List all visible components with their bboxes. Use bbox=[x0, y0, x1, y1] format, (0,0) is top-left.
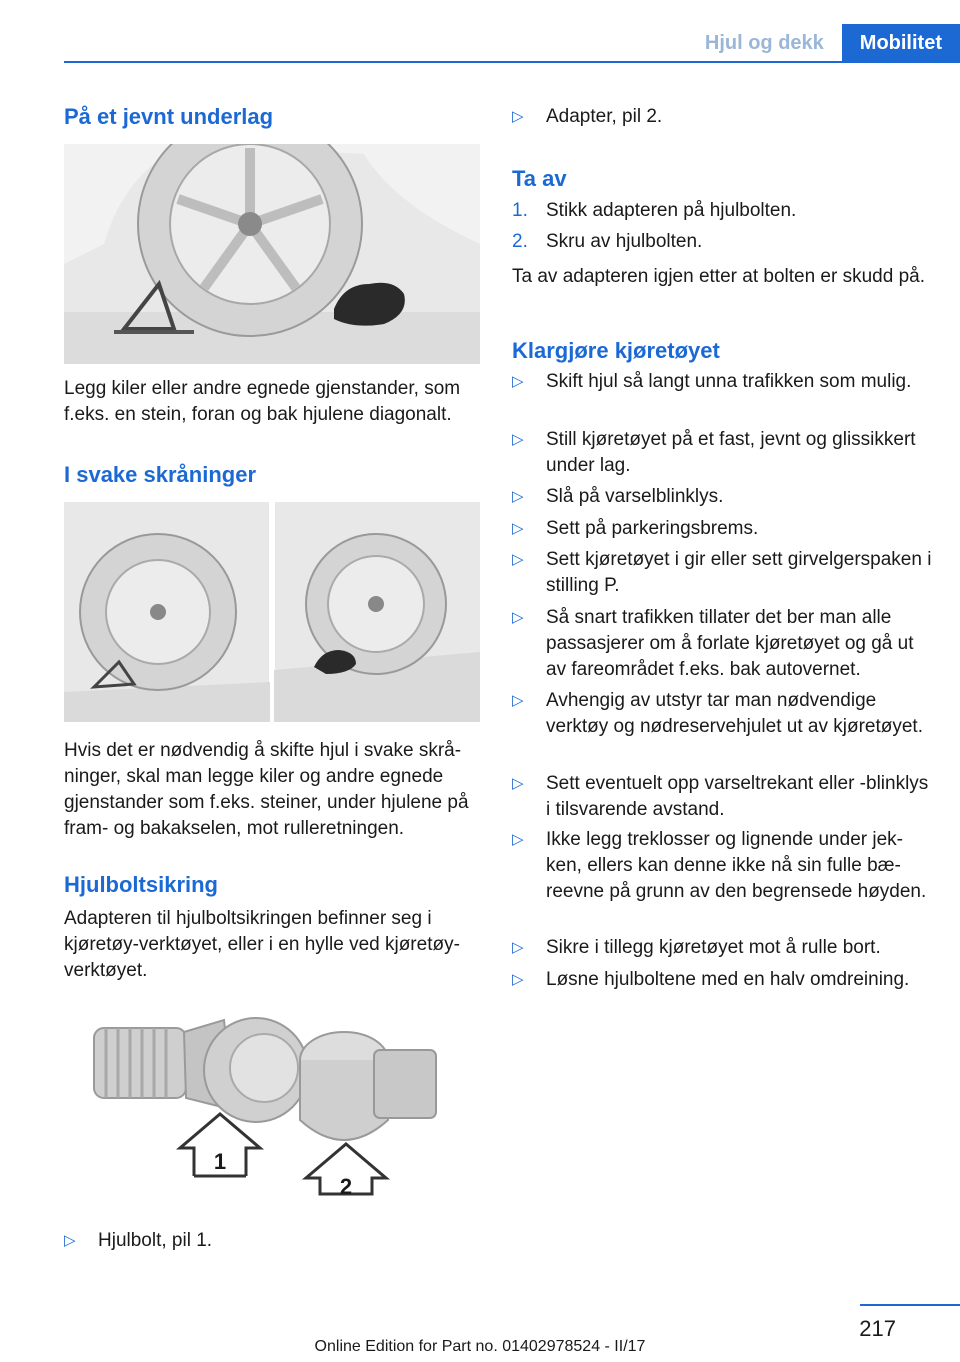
bullet-marker-icon: ▷ bbox=[512, 939, 524, 956]
page-number: 217 bbox=[859, 1316, 896, 1341]
heading-flat-ground: På et jevnt underlag bbox=[64, 104, 274, 129]
bullet-marker-icon: ▷ bbox=[512, 520, 524, 537]
heading-wheel-lock: Hjulboltsikring bbox=[64, 872, 218, 897]
step-1: 1. Stikk adapteren på hjulbolten. bbox=[512, 200, 797, 221]
bullet-marker-icon: ▷ bbox=[512, 831, 524, 848]
bullet-marker-icon: ▷ bbox=[512, 488, 524, 505]
bullet-wheel-bolt: ▷ Hjulbolt, pil 1. bbox=[64, 1228, 480, 1254]
header-rule bbox=[64, 61, 960, 63]
paragraph-remove-adapter: Ta av adapteren igjen etter at bolten er skudd på. bbox=[512, 266, 925, 287]
heading-prepare-vehicle: Klargjøre kjøretøyet bbox=[512, 338, 720, 363]
paragraph-slopes: Hvis det er nødvendig å skifte hjul i svake skråninger, skal man legge kiler og andre egnede gjenstander som f.eks. steiner, under hjulene på fram- og bakakselen, mot rulleretningen. bbox=[64, 740, 469, 839]
edition-footer: Online Edition for Part no. 01402978524 - II/17 bbox=[314, 1338, 646, 1355]
bullet-marker-icon: ▷ bbox=[512, 609, 524, 626]
illustration-slopes bbox=[64, 502, 480, 722]
heading-slopes: I svake skråninger bbox=[64, 462, 257, 487]
illustration-flat-ground bbox=[64, 144, 480, 364]
bullet-marker-icon: ▷ bbox=[512, 551, 524, 568]
adapter-label-2: 2 bbox=[339, 1174, 353, 1199]
bullet-marker-icon: ▷ bbox=[512, 373, 524, 390]
bullet-marker-icon: ▷ bbox=[64, 1232, 76, 1249]
paragraph-flat-ground: Legg kiler eller andre egnede gjenstander, som f.eks. en stein, foran og bak hjulene diagonalt. bbox=[64, 378, 461, 425]
bullet-marker-icon: ▷ bbox=[512, 692, 524, 709]
bullet-marker-icon: ▷ bbox=[512, 971, 524, 988]
bullet-adapter: ▷ Adapter, pil 2. bbox=[512, 104, 932, 130]
section-tab[interactable]: Hjul og dekk bbox=[687, 24, 842, 62]
bolt-label-1: 1 bbox=[213, 1149, 227, 1174]
bullet-marker-icon: ▷ bbox=[512, 775, 524, 792]
bullet-marker-icon: ▷ bbox=[512, 108, 524, 125]
footer-rule bbox=[860, 1304, 960, 1306]
paragraph-wheel-lock: Adapteren til hjulboltsikringen befinner seg i kjøretøy-verktøyet, eller i en hylle ved kjøretøyverktøyet. bbox=[64, 908, 460, 981]
bullet-marker-icon: ▷ bbox=[512, 431, 524, 448]
illustration-wheel-bolt-adapter bbox=[84, 1010, 464, 1206]
chapter-tab[interactable]: Mobilitet bbox=[842, 24, 960, 62]
step-2: 2. Skru av hjulbolten. bbox=[512, 231, 703, 252]
heading-take-off: Ta av bbox=[512, 166, 567, 191]
header-tabs bbox=[687, 24, 960, 62]
